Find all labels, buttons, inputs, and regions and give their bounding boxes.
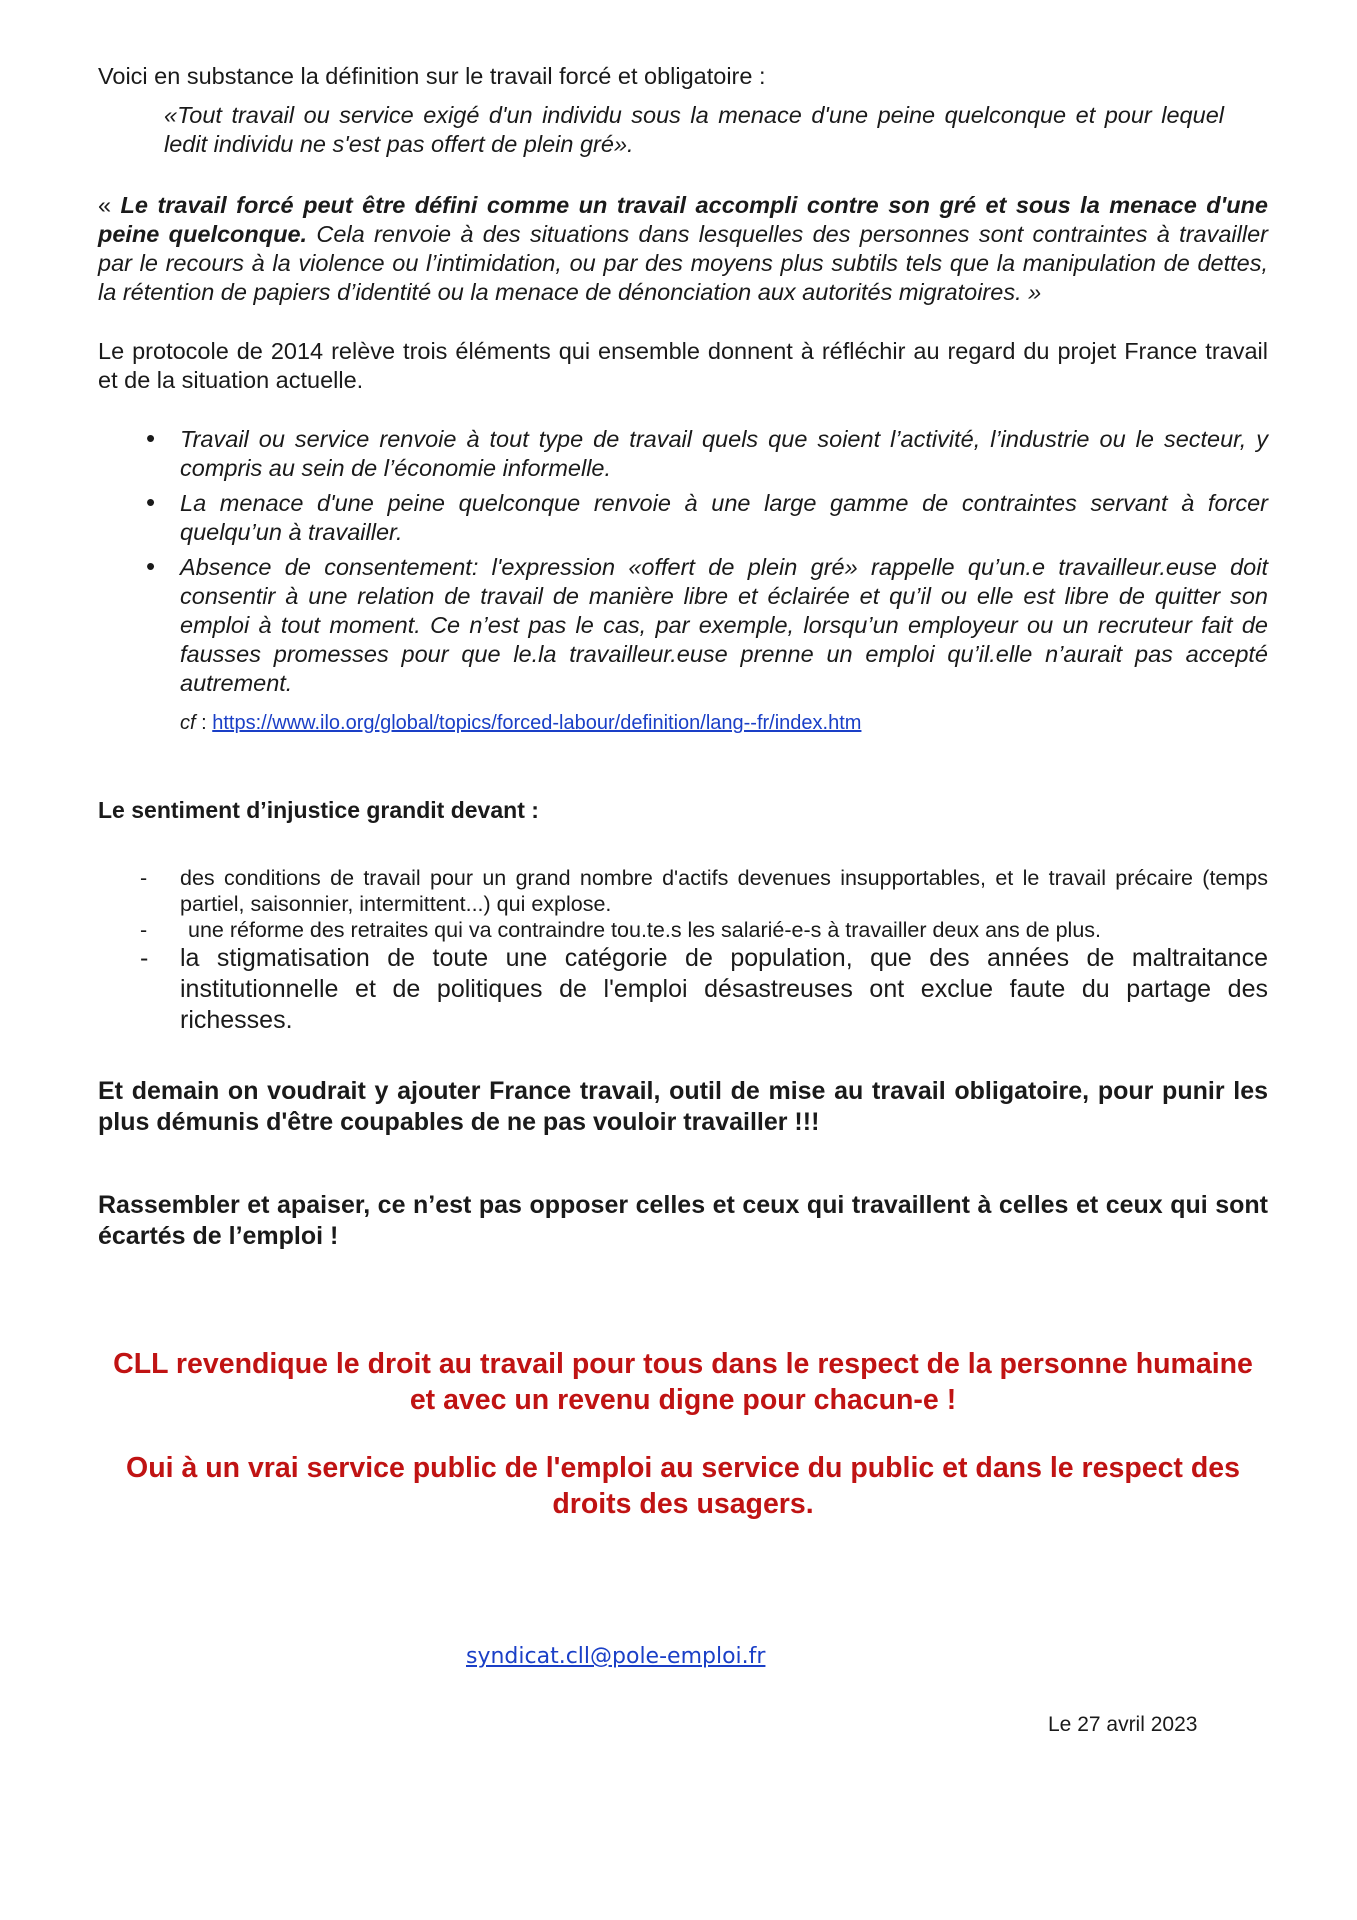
document-date: Le 27 avril 2023	[1048, 1713, 1198, 1736]
list-item	[98, 943, 1268, 1036]
public-service-claim: Oui à un vrai service public de l'emploi au service du public et dans le respect des droits des usagers.	[126, 1452, 1240, 1520]
definition-quote: «Tout travail ou service exigé d'un individu sous la menace d'une peine quelconque et pour lequel ledit individu ne s'est pas offert de plein gré».	[164, 102, 1224, 157]
list-item	[98, 489, 1268, 547]
intro-text: Voici en substance la définition sur le travail forcé et obligatoire :	[98, 63, 766, 89]
list-item-text: une réforme des retraites qui va contraindre tou.te.s les salarié-e-s à travailler deux ans de plus.	[188, 918, 1102, 942]
contact-email-link[interactable]: syndicat.cll@pole-emploi.fr	[466, 1644, 766, 1669]
quote-open-mark: «	[98, 192, 121, 218]
cll-claim: CLL revendique le droit au travail pour tous dans le respect de la personne humaine et avec un revenu digne pour chacun-e !	[113, 1348, 1253, 1416]
list-item	[98, 865, 1268, 917]
ilo-reference-link[interactable]: https://www.ilo.org/global/topics/forced-labour/definition/lang--fr/index.htm	[212, 712, 862, 734]
protocol-paragraph: Le protocole de 2014 relève trois éléments qui ensemble donnent à réfléchir au regard du projet France travail et de la situation actuelle.	[98, 338, 1268, 393]
dash-marker: -	[140, 866, 148, 890]
elements-list	[98, 425, 1268, 698]
bullet-icon: •	[146, 551, 156, 581]
bullet-icon: •	[146, 423, 156, 453]
quote-rest: Cela renvoie à des situations dans lesquelles des personnes sont contraintes à travailler par le recours à la violence ou l’intimidation, ou par des moyens plus subtils tels que la manipulation de dettes, la rétention de papiers d’identité ou la menace de dénonciation aux autorités migratoires. »	[98, 221, 1268, 305]
injustice-list	[98, 865, 1268, 1036]
forced-labour-quote	[98, 191, 1268, 307]
bullet-icon: •	[146, 487, 156, 517]
cf-label: cf	[180, 712, 196, 734]
list-item-text: La menace d'une peine quelconque renvoie à une large gamme de contraintes servant à forcer quelqu’un à travailler.	[180, 490, 1268, 545]
document-body	[98, 62, 1268, 1596]
france-travail-paragraph: Et demain on voudrait y ajouter France travail, outil de mise au travail obligatoire, pour punir les plus démunis d'être coupables de ne pas vouloir travailler !!!	[98, 1077, 1268, 1136]
list-item-text: des conditions de travail pour un grand nombre d'actifs devenues insupportables, et le travail précaire (temps partiel, saisonnier, intermittent...) qui explose.	[180, 866, 1268, 916]
list-item-text: Absence de consentement: l'expression «offert de plein gré» rappelle qu’un.e travailleur.euse doit consentir à une relation de travail de manière libre et éclairée et qu’il ou elle est libre de quitter son emploi à tout moment. Ce n’est pas le cas, par exemple, lorsqu’un employeur ou un recruteur fait de fausses promesses pour que le.la travailleur.euse prenne un emploi qu’il.elle n’aurait pas accepté autrement.	[180, 554, 1268, 696]
list-item-text: la stigmatisation de toute une catégorie de population, que des années de maltraitance institutionnelle et de politiques de l'emploi désastreuses ont exclue faute du partage des richesses.	[180, 944, 1268, 1034]
list-item	[98, 553, 1268, 698]
list-item	[98, 425, 1268, 483]
list-item	[98, 917, 1268, 943]
cf-separator: :	[195, 712, 213, 734]
quote-bold-definition: Le travail forcé peut être défini comme un travail accompli contre son gré et sous la menace d'une peine quelconque.	[98, 192, 1268, 247]
dash-marker: -	[140, 944, 149, 972]
rassembler-paragraph: Rassembler et apaiser, ce n’est pas opposer celles et ceux qui travaillent à celles et ceux qui sont écartés de l’emploi !	[98, 1191, 1268, 1250]
injustice-heading: Le sentiment d’injustice grandit devant :	[98, 797, 539, 823]
dash-marker: -	[140, 918, 148, 942]
list-item-text: Travail ou service renvoie à tout type de travail quels que soient l’activité, l’industrie ou le secteur, y compris au sein de l’économie informelle.	[180, 426, 1268, 481]
reference-line	[180, 710, 1268, 736]
